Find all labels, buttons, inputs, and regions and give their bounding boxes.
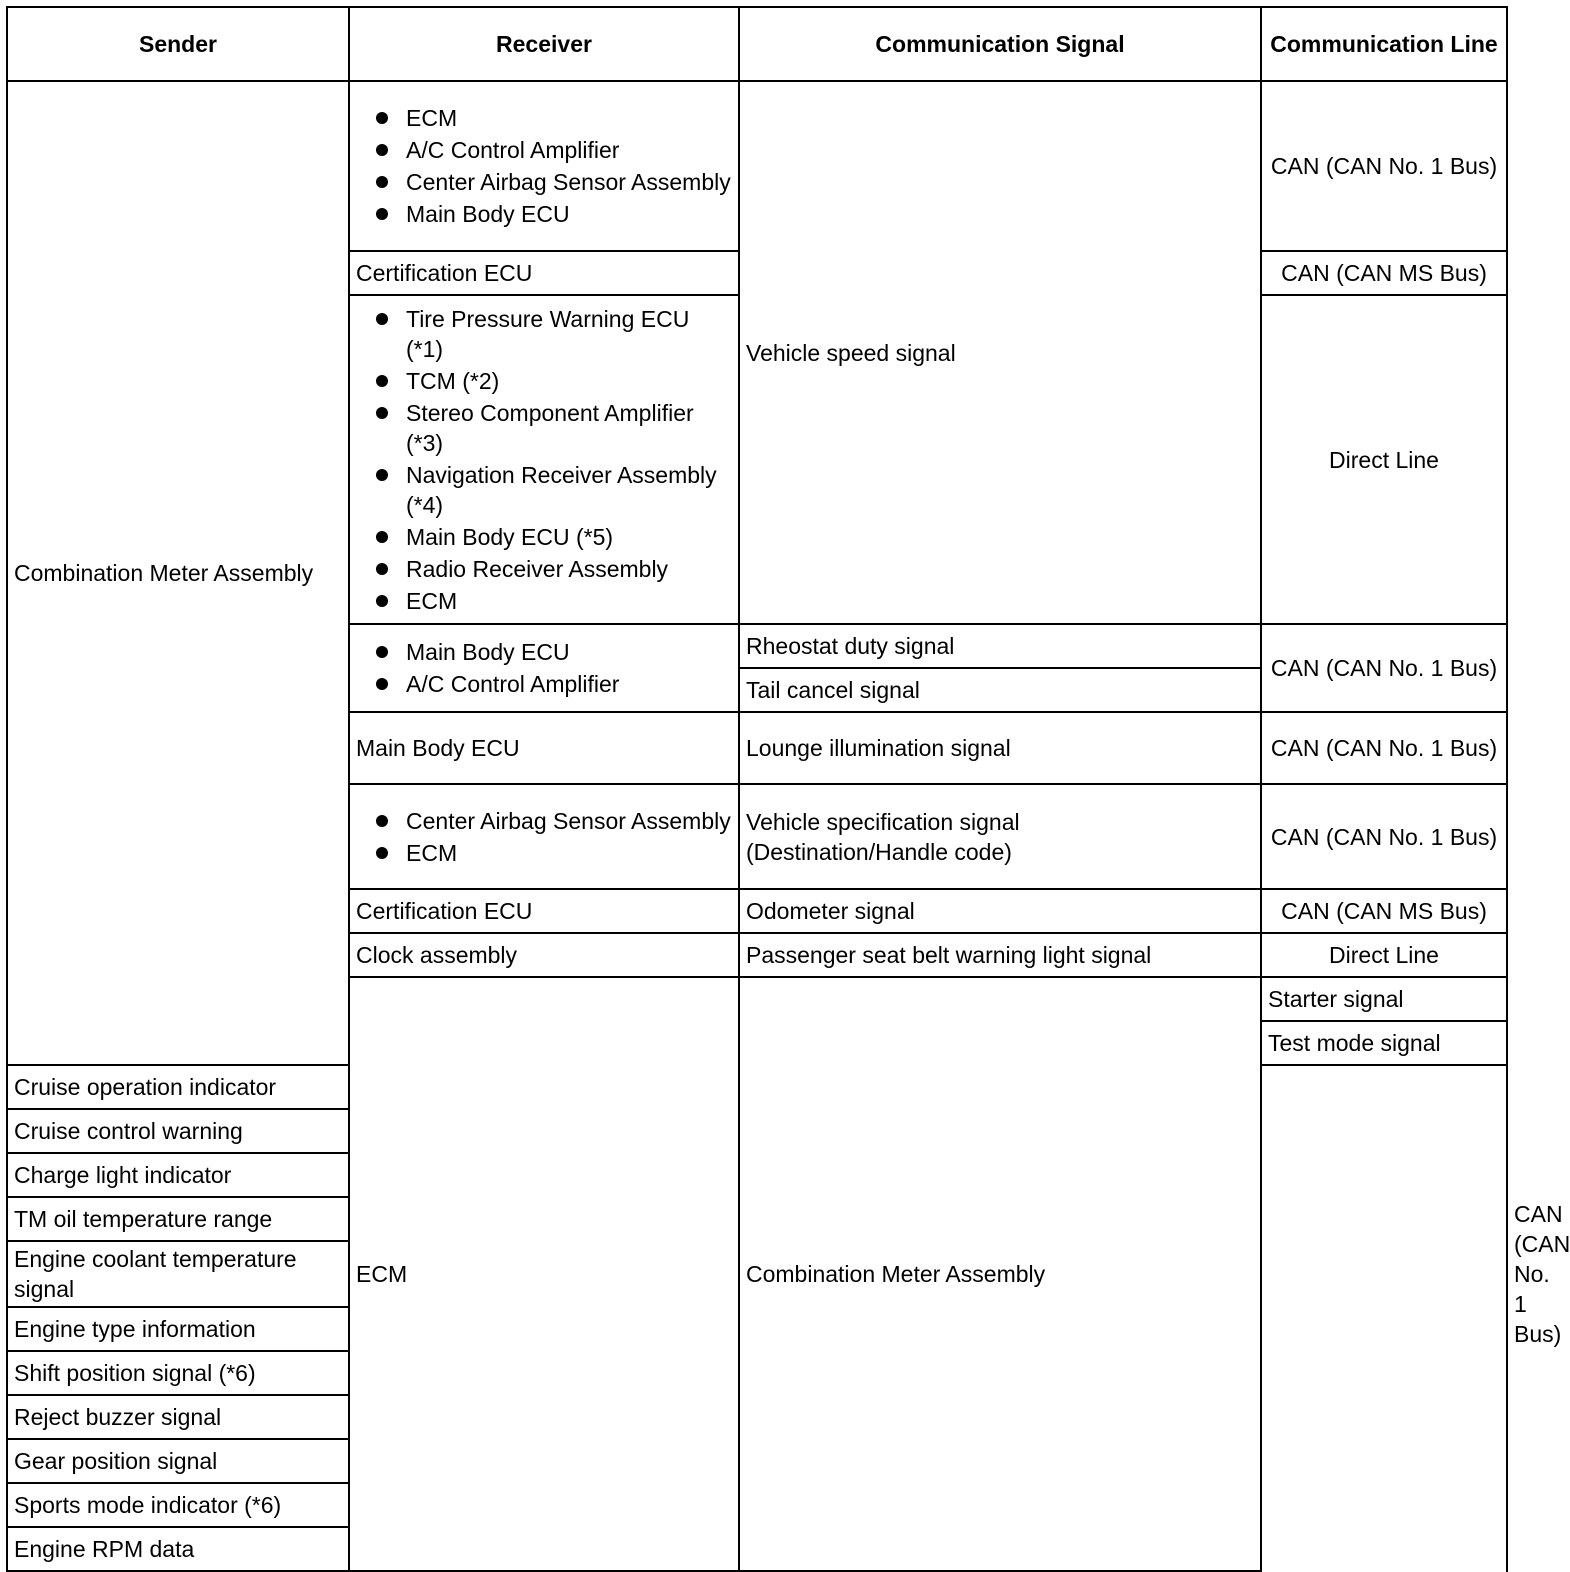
list-item: Main Body ECU bbox=[356, 637, 732, 667]
signal-cell: TM oil temperature range bbox=[7, 1197, 349, 1241]
signal-cell: Shift position signal (*6) bbox=[7, 1351, 349, 1395]
signal-cell: Cruise control warning bbox=[7, 1109, 349, 1153]
line-cell: CAN (CAN MS Bus) bbox=[1261, 251, 1507, 295]
signal-cell: Passenger seat belt warning light signal bbox=[739, 933, 1261, 977]
signal-cell: Vehicle speed signal bbox=[739, 81, 1261, 624]
signal-cell bbox=[739, 784, 1261, 889]
list-item: Center Airbag Sensor Assembly bbox=[356, 167, 732, 197]
table-row bbox=[7, 81, 1507, 251]
sender-cell: ECM bbox=[349, 977, 739, 1571]
list-item: A/C Control Amplifier bbox=[356, 135, 732, 165]
signal-cell: Starter signal bbox=[1261, 977, 1507, 1021]
communication-table bbox=[6, 6, 1570, 1572]
receiver-list bbox=[356, 806, 732, 868]
receiver-cell bbox=[349, 81, 739, 251]
signal-cell: Gear position signal bbox=[7, 1439, 349, 1483]
list-item: Center Airbag Sensor Assembly bbox=[356, 806, 732, 836]
line-cell: CAN (CAN MS Bus) bbox=[1261, 889, 1507, 933]
receiver-list bbox=[356, 103, 732, 229]
receiver-cell: Certification ECU bbox=[349, 889, 739, 933]
receiver-list bbox=[356, 304, 732, 616]
list-item: TCM (*2) bbox=[356, 366, 732, 396]
list-item: Stereo Component Amplifier (*3) bbox=[356, 398, 732, 458]
list-item: Main Body ECU bbox=[356, 199, 732, 229]
receiver-cell bbox=[349, 784, 739, 889]
receiver-cell: Certification ECU bbox=[349, 251, 739, 295]
line-cell: Direct Line bbox=[1261, 933, 1507, 977]
signal-cell: Tail cancel signal bbox=[739, 668, 1261, 712]
list-item: Main Body ECU (*5) bbox=[356, 522, 732, 552]
line-cell: CAN (CAN No. 1 Bus) bbox=[1261, 81, 1507, 251]
list-item: ECM bbox=[356, 103, 732, 133]
signal-cell: Engine type information bbox=[7, 1307, 349, 1351]
header-row bbox=[7, 7, 1507, 81]
list-item: Tire Pressure Warning ECU (*1) bbox=[356, 304, 732, 364]
signal-cell: Reject buzzer signal bbox=[7, 1395, 349, 1439]
signal-cell: Odometer signal bbox=[739, 889, 1261, 933]
header-receiver: Receiver bbox=[349, 7, 739, 81]
signal-cell: Cruise operation indicator bbox=[7, 1065, 349, 1109]
signal-cell: Lounge illumination signal bbox=[739, 712, 1261, 784]
header-signal: Communication Signal bbox=[739, 7, 1261, 81]
sender-cell: Combination Meter Assembly bbox=[7, 81, 349, 1065]
list-item: ECM bbox=[356, 838, 732, 868]
signal-line-2: (Destination/Handle code) bbox=[746, 838, 1012, 865]
list-item: A/C Control Amplifier bbox=[356, 669, 732, 699]
signal-line-1: Vehicle specification signal bbox=[746, 808, 1020, 835]
header-line: Communication Line bbox=[1261, 7, 1507, 81]
receiver-cell bbox=[349, 624, 739, 712]
receiver-cell: Clock assembly bbox=[349, 933, 739, 977]
list-item: Radio Receiver Assembly bbox=[356, 554, 732, 584]
table-row: ECM Combination Meter Assembly Starter signal CAN (CAN No. 1 Bus) bbox=[7, 977, 1507, 1021]
signal-cell: Rheostat duty signal bbox=[739, 624, 1261, 668]
signal-cell: Engine RPM data bbox=[7, 1527, 349, 1571]
list-item: ECM bbox=[356, 586, 732, 616]
line-cell: CAN (CAN No. 1 Bus) bbox=[1261, 712, 1507, 784]
line-cell: Direct Line bbox=[1261, 295, 1507, 624]
list-item: Navigation Receiver Assembly (*4) bbox=[356, 460, 732, 520]
receiver-cell bbox=[349, 295, 739, 624]
signal-cell: Engine coolant temperature signal bbox=[7, 1241, 349, 1307]
header-sender: Sender bbox=[7, 7, 349, 81]
receiver-list bbox=[356, 637, 732, 699]
line-cell: CAN (CAN No. 1 Bus) bbox=[1261, 784, 1507, 889]
signal-cell: Test mode signal bbox=[1261, 1021, 1507, 1065]
line-cell: CAN (CAN No. 1 Bus) bbox=[1261, 624, 1507, 712]
receiver-cell: Main Body ECU bbox=[349, 712, 739, 784]
signal-cell: Charge light indicator bbox=[7, 1153, 349, 1197]
receiver-cell: Combination Meter Assembly bbox=[739, 977, 1261, 1571]
signal-cell: Sports mode indicator (*6) bbox=[7, 1483, 349, 1527]
